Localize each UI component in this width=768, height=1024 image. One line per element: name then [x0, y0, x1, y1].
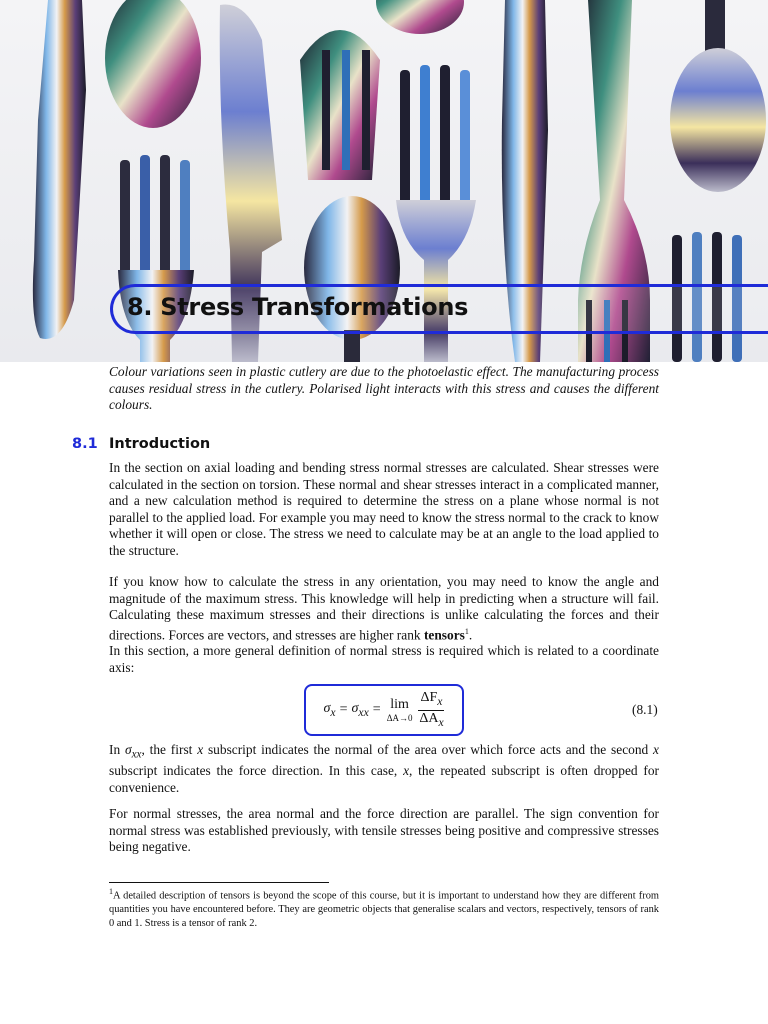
footnote-divider: [109, 882, 329, 883]
fraction: [418, 691, 444, 728]
spoon-shape-4: [670, 0, 766, 192]
limit-operator: [387, 698, 413, 723]
chapter-hero-image: [0, 0, 768, 362]
spoon-shape-1: [105, 0, 201, 128]
equals-sign-2: =: [372, 702, 381, 717]
denominator: $\Delta A_x$: [419, 710, 444, 729]
footnote-text: A detailed description of tensors is beyond the scope of this course, but it is important to understand how they are different from quantities you have encountered before. They are geometric objects that generalise scalars and vectors, respectively, tensors of rank 0 and 1. Stress is a tensor of rank 2.: [109, 890, 659, 929]
numerator: $\Delta F_x$: [418, 691, 444, 710]
chapter-title-box: [110, 284, 768, 334]
spoon-shape-3: [376, 0, 464, 34]
paragraph-2-text: If you know how to calculate the stress in any orientation, you may need to know the angle and magnitude of the maximum stress. This knowledge will help in predicting when a structure will fail. Calculating these maximum stresses and their directions is unlike calculating the forces and their directions. Forces are vectors, and stresses are higher rank: [109, 574, 659, 642]
paragraph-2: [109, 574, 659, 676]
equation-content: [324, 691, 445, 728]
footnote-mark: 1: [109, 887, 113, 896]
spoon-shape-2: [304, 196, 400, 362]
paragraph-5: For normal stresses, the area normal and the force direction are parallel. The sign convention for normal stress was established previously, with tensile stresses being positive and compressive stresses being negative.: [109, 806, 659, 854]
paragraph-1: In the section on axial loading and bending stress normal stresses are calculated. Shear stresses were calculated in the section on torsion. These normal and shear stresses interact in a complicated manner, and a new calculation method is required to determine the stress on a plane whose normal is not parallel to the applied load. For example you may need to know the stress normal to the crack to know whether it will open or close. The stress we need to calculate may be at an angle to the load applied to the structure.: [109, 460, 659, 558]
footnote-reference[interactable]: 1: [464, 626, 469, 636]
figure-caption: Colour variations seen in plastic cutlery are due to the photoelastic effect. The manufacturing process causes residual stress in the cutlery. Polarised light interacts with this stress and causes the different colours.: [109, 364, 659, 412]
lim-subscript: ΔA→0: [386, 712, 413, 723]
equation-number: (8.1): [632, 702, 658, 717]
knife-shape-1: [33, 0, 86, 339]
equals-sign-1: =: [339, 702, 348, 717]
lim-text: lim: [390, 696, 409, 712]
chapter-title: 8. Stress Transformations: [127, 293, 469, 321]
equation-8-1-box: [304, 684, 464, 736]
paragraph-2-end: .: [468, 626, 473, 642]
section-heading: [72, 436, 210, 452]
section-title: Introduction: [109, 436, 211, 452]
sigma-subscript-x: x: [330, 705, 336, 719]
paragraph-4: In $\sigma_{xx}$, the first x subscript indicates the normal of the area over which force acts and the second x subscript indicates the force direction. In this case, x, the repeated subscript is often dropped for convenience.: [109, 742, 659, 795]
footnote: [109, 885, 659, 930]
fork-shape-2: [300, 30, 380, 180]
sigma-symbol: σ: [323, 701, 331, 717]
paragraph-3: In this section, a more general definition of normal stress is required which is related to a coordinate axis:: [109, 643, 659, 675]
sigma-symbol-2: σ: [351, 701, 359, 717]
sigma-subscript-xx: xx: [358, 705, 369, 719]
tensors-term: tensors: [423, 626, 465, 642]
section-number: 8.1: [72, 436, 98, 452]
